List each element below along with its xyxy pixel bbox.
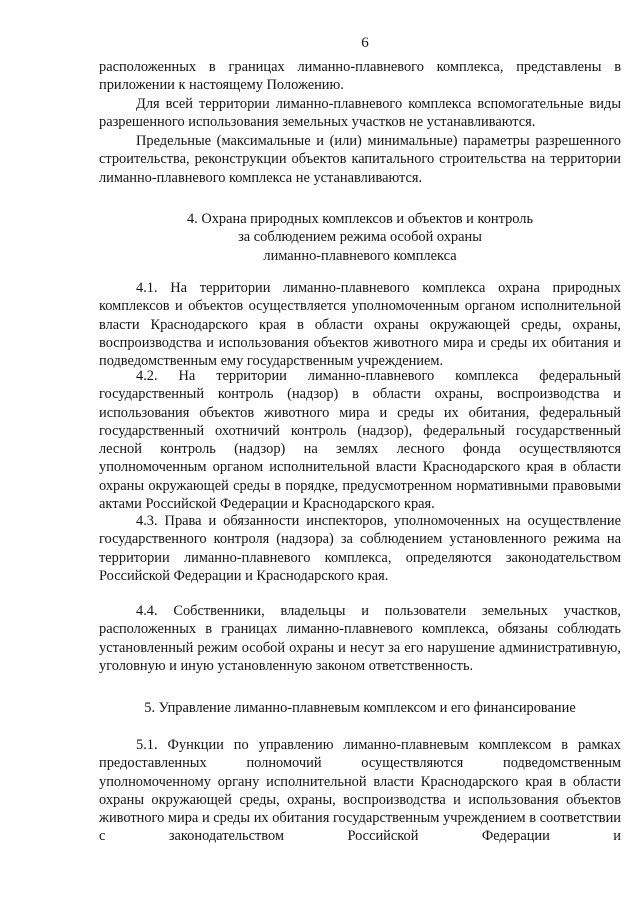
intro-paragraph-3: Предельные (максимальные и (или) минимальные) параметры разрешенного строительства, реконструкции объектов капитального строительства на территории лиманно-плавневого комплекса не устанавливаются.	[99, 133, 621, 186]
paragraph-4-4: 4.4. Собственники, владельцы и пользователи земельных участков, расположенных в границах лиманно-плавневого комплекса, обязаны соблюдать установленный режим особой охраны и несут за его нарушение административную, уголовную и иную установленную законом ответственность.	[99, 603, 621, 674]
section-5-heading: 5. Управление лиманно-плавневым комплексом и его финансирование	[144, 700, 576, 716]
page-number: 6	[361, 35, 369, 51]
intro-paragraph-2: Для всей территории лиманно-плавневого комплекса вспомогательные виды разрешенного использования земельных участков не устанавливаются.	[99, 96, 621, 131]
paragraph-4-3: 4.3. Права и обязанности инспекторов, уполномоченных на осуществление государственного контроля (надзора) за соблюдением установленного режима на территории лиманно-плавневого комплекса, определяются законодательством Российской Федерации и Краснодарского края.	[99, 513, 621, 584]
paragraph-4-2: 4.2. На территории лиманно-плавневого комплекса федеральный государственный контроль (надзор) в области охраны, воспроизводства и использования объектов животного мира и среды их обитания, федеральный государственный охотничий контроль (надзор), федеральный государственный лесной контроль (надзор) на землях лесного фонда осуществляются уполномоченным органом исполнительной власти Краснодарского края в области охраны окружающей среды в порядке, предусмотренном нормативными правовыми актами Российской Федерации и Краснодарского края.	[99, 368, 621, 513]
section-4-heading-line-2: за соблюдением режима особой охраны	[238, 229, 482, 246]
paragraph-5-1: 5.1. Функции по управлению лиманно-плавневым комплексом в рамках предоставленных полномочий осуществляются подведомственным уполномоченному органу исполнительной власти Краснодарского края в области охраны окружающей среды, охраны, воспроизводства и использования объектов животного мира и среды их обитания государственным учреждением в соответствии с законодательством Российской Федерации и	[99, 737, 621, 845]
section-4-heading-line-3: лиманно-плавневого комплекса	[263, 247, 457, 264]
section-4-heading-line-1: 4. Охрана природных комплексов и объектов и контроль	[186, 211, 534, 227]
intro-paragraph-1: расположенных в границах лиманно-плавневого комплекса, представлены в приложении к настоящему Положению.	[99, 59, 621, 94]
section-4-heading	[99, 210, 621, 265]
paragraph-4-1: 4.1. На территории лиманно-плавневого комплекса охрана природных комплексов и объектов осуществляется уполномоченным органом исполнительной власти Краснодарского края в области охраны окружающей среды, охраны, воспроизводства и использования объектов животного мира и среды их обитания и подведомственным ему государственным учреждением.	[99, 280, 621, 370]
